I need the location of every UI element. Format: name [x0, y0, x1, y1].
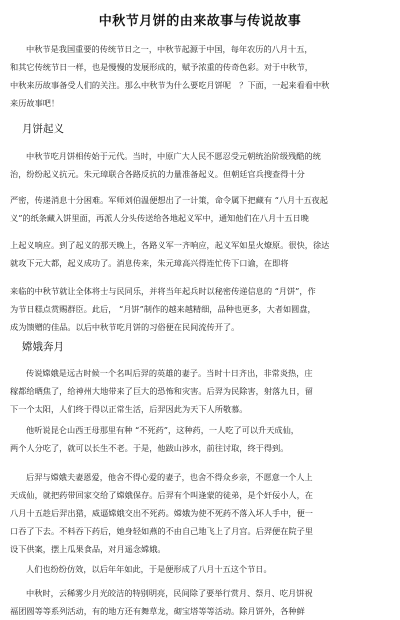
text-line: 和其它传统节日一样，也是慢慢的发展形成的，赋予浓重的传奇色彩。对于中秋节， [10, 62, 313, 72]
text-line: 来历故事吧！ [10, 98, 60, 108]
text-line: 中秋节吃月饼相传始于元代。当时，中原广大人民不愿忍受元朝统治阶级残酷的统 [26, 151, 321, 161]
text-line: 八月十五趁后羿出猎，威逼嫦娥交出不死药。嫦娥为使不死药不落入坏人手中，便一 [10, 508, 313, 518]
text-line: 来临的中秋节就让全体将士与民同乐，并将当年起兵时以秘密传递信息的 “月饼”，作 [10, 286, 316, 296]
section2-paragraph-4 [10, 560, 392, 578]
section1-paragraph-1 [10, 147, 392, 183]
text-line: 传说嫦娥是远古时候一个名叫后羿的英雄的妻子。当时十日齐出，非常炎热，庄 [26, 368, 313, 378]
text-line: 福团圆等等系列活动，有的地方还有舞草龙，砌宝塔等等活动。除月饼外，各种鲜 [10, 606, 305, 616]
section-heading-change-flies-to-moon: 嫦娥奔月 [22, 341, 64, 353]
section-heading-mooncake-uprising: 月饼起义 [22, 123, 64, 135]
text-line: 他听说昆仑山西王母那里有种 “不死药”，这种药，一人吃了可以升天成仙， [26, 425, 299, 435]
text-line: 天成仙，就把药带回家交给了嫦娥保存。后羿有个叫逢蒙的徒弟，是个奸佞小人，在 [10, 490, 313, 500]
text-line: 义”的纸条藏入饼里面，再派人分头传送给各地起义军中，通知他们在八月十五日晚 [10, 213, 309, 223]
text-line: 严密，传递消息十分困难。军师刘伯温便想出了一计策，命令属下把藏有 “八月十五夜起 [10, 195, 328, 205]
section1-paragraph-3 [10, 236, 392, 272]
section2-paragraph-5 [10, 584, 392, 620]
text-line: 人们也纷纷仿效，以后年年如此，于是便形成了八月十五这个节日。 [26, 564, 272, 574]
text-line: 上起义响应。到了起义的那天晚上，各路义军一齐响应，起义军如星火燎原。很快，徐达 [10, 240, 330, 250]
section1-paragraph-2 [10, 191, 392, 227]
text-line: 口吞了下去。不料吞下药后，她身轻如燕的不由自己地飞上了月宫。后羿便在院子里 [10, 526, 313, 536]
section2-paragraph-2 [10, 421, 392, 457]
section2-paragraph-1 [10, 364, 392, 418]
text-line: 中秋来历故事备受人们的关注。那么中秋节为什么要吃月饼呢 ？下面，一起来看看中秋 [10, 80, 330, 90]
text-line: 稼都给晒焦了，给神州大地带来了巨大的恐怖和灾害。后羿为民除害，射落九日，留 [10, 386, 313, 396]
text-line: 中秋时，云稀雾少月光皎洁的特别明亮，民间除了要举行赏月、祭月、吃月饼祝 [26, 588, 313, 598]
text-line: 后羿与嫦娥夫妻恩爱，他舍不得心爱的妻子，也舍不得众乡亲，不愿意一个人上 [26, 472, 313, 482]
intro-paragraph [10, 40, 392, 112]
text-line: 成为馈赠的佳品。以后中秋节吃月饼的习俗便在民间流传开了。 [10, 322, 240, 332]
text-line: 中秋节是我国重要的传统节日之一，中秋节起源于中国，每年农历的八月十五， [26, 44, 313, 54]
text-line: 为节日糕点赏赐群臣。此后， “月饼”制作的越来越精细，品种也更多，大者如圆盘， [10, 304, 316, 314]
text-line: 两个人分吃了，就可以长生不老。于是，他跋山涉水，前往讨取，终于得到。 [10, 443, 289, 453]
text-line: 就攻下元大都，起义成功了。消息传来，朱元璋高兴得连忙传下口谕，在即将 [10, 258, 289, 268]
section2-paragraph-3 [10, 468, 392, 558]
text-line: 治，纷纷起义抗元。朱元璋联合各路反抗的力量准备起义。但朝廷官兵搜查得十分 [10, 169, 305, 179]
text-line: 设下供案，摆上瓜果食品，对月遥念嫦娥。 [10, 544, 166, 554]
text-line: 下一个太阳，人们终于得以正常生活，后羿因此为天下人所敬慕。 [10, 404, 248, 414]
section1-paragraph-4 [10, 282, 392, 336]
page-title: 中秋节月饼的由来故事与传说故事 [98, 14, 302, 29]
